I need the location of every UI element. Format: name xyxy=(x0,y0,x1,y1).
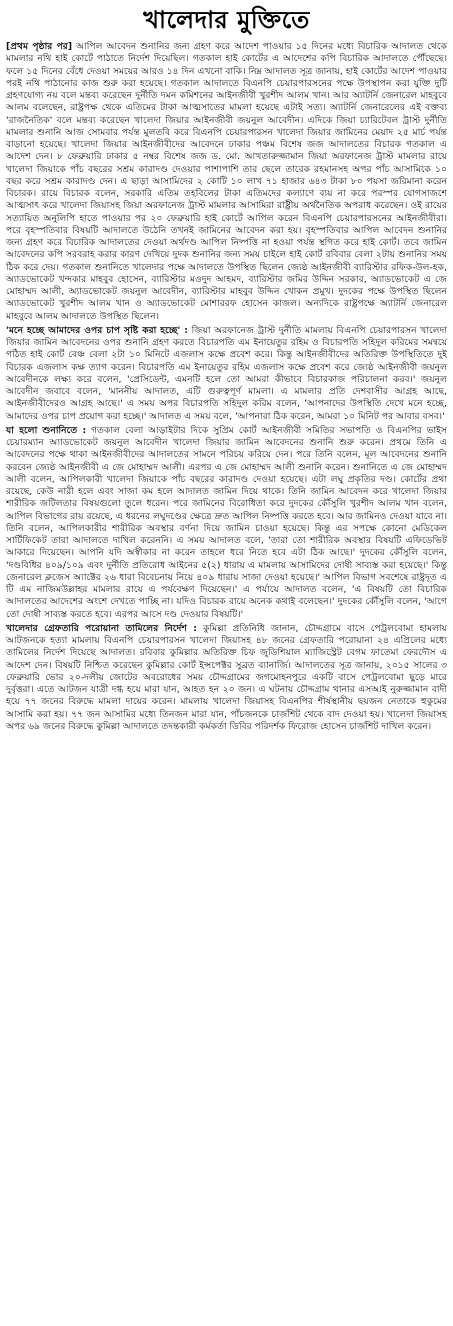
paragraph-body: জিয়া অরফানেজ ট্রাস্ট দুর্নীতি মামলায় বিএনপি চেয়ারপারসন খালেদা জিয়ার জামিন আবেদনের ওপর শুনানি গ্রহণ করতে বিচারপতি এম ইনায়েতুর রহিম ও বিচারপতি সহিদুল করিমের সমন্বয়ে গঠিত হাই কোর্ট বেঞ্চ বেলা ২টা ১০ মিনিটে এজলাস কক্ষে প্রবেশ করে। কিন্তু আইনজীবীদের অতিরিক্ত উপস্থিতিতে দুই বিচারক এজলাস কক্ষ ত্যাগ করেন। বিচারপতি এম ইনায়েতুর রহিম এজলাস কক্ষে প্রবেশ করে জ্যেষ্ঠ আইনজীবী জয়নুল আবেদীনকে লক্ষ্য করে বলেন, 'প্রেসিডেন্ট, এমনটি হলে তো আমরা কীভাবে বিচারকাজ পরিচালনা করব।' জয়নুল আবেদীন জবাবে বলেন, 'মাননীয় আদালত, এটি গুরুত্বপূর্ণ মামলা। এ মামলার প্রতি দেশবাসীর আগ্রহ আছে, আইনজীবীদেরও আগ্রহ আছে।' এ সময় অপর বিচারপতি সহিদুল করিম বলেন, 'আপনাদের উপস্থিতি দেখে মনে হচ্ছে, আমাদের ওপর চাপ প্রয়োগ করা হচ্ছে।' আদালত এ সময় বলে, 'আপনারা ঠিক করেন, আমরা ১০ মিনিট পর আবার বসব।' xyxy=(6,324,447,422)
article-paragraph xyxy=(6,623,447,733)
subheading-hearing: যা হলো শুনানিতে : xyxy=(6,424,87,436)
subheading-arrest-warrant: খালেদার গ্রেফতারি পরোয়ানা তামিলের নির্দেশ : xyxy=(6,622,197,634)
continued-from-front-page-marker: [প্রথম পৃষ্ঠার পর] xyxy=(6,41,73,52)
paragraph-body: কুমিল্লা প্রতিনিধি জানান, চৌদ্দগ্রামে বাসে পেট্রলবোমা হামলায় আটজনকে হত্যা মামলায় বিএনপি চেয়ারপারসন খালেদা জিয়াসহ ৪৮ জনের গ্রেফতারি পরোয়ানা ২৪ এপ্রিলের মধ্যে তামিলের নির্দেশ দিয়েছে আদালত। রবিবার কুমিল্লার অতিরিক্ত চিফ জুডিশিয়াল ম্যাজিস্ট্রেট বেগম ফাতেমা ফেরদৌস এ আদেশ দেন। বিষয়টি নিশ্চিত করেছেন কুমিল্লার কোর্ট ইন্সপেক্টর সুব্রত ব্যানার্জি। আদালতের সূত্র জানায়, ২০১৫ সালের ৩ ফেব্রুয়ারি ভোর ২০-দলীয় জোটের অবরোধের সময় চৌদ্দগ্রামের জগমোহনপুরে একটি বাসে পেট্রলবোমা ছুড়ে মারে দুর্বৃত্তরা। এতে আটজন যাত্রী দগ্ধ হয়ে মারা যান, আহত হন ২০ জন। এ ঘটনায় চৌদ্দগ্রাম থানার এসআই নুরুজ্জামান বাদী হয়ে ৭৭ জনের বিরুদ্ধে মামলা দায়ের করেন। মামলায় খালেদা জিয়াসহ বিএনপির শীর্ষস্থানীয় ছয়জন নেতাকে হুকুমের আসামি করা হয়। ৭৭ জন আসামির মধ্যে তিনজন মারা যান, পাঁচজনকে চার্জশিট থেকে বাদ দেওয়া হয়। খালেদা জিয়াসহ অপর ৬৯ জনের বিরুদ্ধে কুমিল্লা আদালতে তদন্তকারী কর্মকর্তা ডিবির পরিদর্শক ফিরোজ হোসেন চার্জশিট দাখিল করেন। xyxy=(6,622,447,732)
paragraph-body: গতকাল বেলা আড়াইটার দিকে সুপ্রিম কোর্ট আইনজীবী সমিতির সভাপতি ও বিএনপির ভাইস চেয়ারম্যান অ্যাডভোকেট জয়নুল আবেদীন খালেদা জিয়ার জামিন আবেদনের শুনানি শুরু করেন। প্রথমে তিনি এ আবেদনের পক্ষে থাকা আইনজীবীদের আদালতের সামনে পরিচয় করিয়ে দেন। পরে তিনি বলেন, মূল আবেদনের শুনানি করবেন জ্যেষ্ঠ আইনজীবী এ জে মোহাম্মদ আলী। এরপর এ জে মোহাম্মদ আলী শুনানি করেন। শুনানিতে এ জে মোহাম্মদ আলী বলেন, আপিলকারী খালেদা জিয়াকে পাঁচ বছরের কারাদণ্ড দেওয়া হয়েছে। এটা লঘু প্রকৃতির দণ্ড। কোর্টের প্রথা রয়েছে, কেউ নারী হলে এবং সাজা কম হলে আদালত জামিন দিয়ে থাকে। তিনি জামিন আবেদন করে খালেদা জিয়ার শারীরিক জটিলতার বিষয়গুলো তুলে ধরেন। পরে জামিনের বিরোধিতা করে দুদকের কৌঁসুলি খুরশীদ আলম খান বলেন, আপিল বিভাগের রায় রয়েছে, এ ধরনের লঘুদণ্ডের ক্ষেত্রে দ্রুত আপিল নিষ্পত্তি করতে হবে। আর জামিনও দেওয়া যাবে না। তিনি বলেন, আপিলকারীর শারীরিক অবস্থার বর্ণনা দিয়ে জামিন চাওয়া হয়েছে। কিন্তু এর সপক্ষে কোনো মেডিকেল সার্টিফিকেট তারা আদালতে দাখিল করেননি। এ সময় আদালত বলে, 'তারা তো শারীরিক অবস্থার বিষয়টি এফিডেভিট আকারে দিয়েছেন। আপনি যদি অস্বীকার না করেন তাহলে ধরে নিতে হবে এটা ঠিক আছে।' দুদকের কৌঁসুলি বলেন, 'দণ্ডবিধির ৪০৯/১০৯ এবং দুর্নীতি প্রতিরোধ আইনের ৫(২) ধারায় এ মামলায় আসামিদের দোষী সাব্যস্ত করা হয়েছে।' কিন্তু জেনারেল ক্লজেস অ্যাক্টের ২৬ ধারা বিবেচনায় নিয়ে ৪০৯ ধারায় সাজা দেওয়া হয়েছে।' আপিল বিভাগ সবশেষে রাষ্ট্রদূত এ টি এম নাজিমউল্লাহর মামলার রায়ে এ পর্যবেক্ষণ দিয়েছেন।' এ পর্যায়ে আদালত বলেন, 'এ বিষয়টি তো বিচারিক আদালতের আদেশের অংশে দেখতে পাচ্ছি না। যদিও বিচারক রায়ে অনেক কথাই বলেছেন।' দুদকের কৌঁসুলি বলেন, 'আগে তো দোষী সাব্যস্ত করতে হবে। এরপর আসে দণ্ড দেওয়ার বিষয়টি।' xyxy=(6,424,447,620)
paragraph-body: আপিল আবেদন শুনানির জন্য গ্রহণ করে আদেশ পাওয়ার ১৫ দিনের মধ্যে বিচারিক আদালত থেকে মামলার নথি হাই কোর্টে পাঠাতে নির্দেশ দিয়েছিল। গতকাল হাই কোর্টের এ আদেশের কপি বিচারিক আদালতে পৌঁছেছে। ফলে ১৫ দিনের বেঁধে দেওয়া সময়ের আরও ১৪ দিন এখনো বাকি। নিম্ন আদালত সূত্র জানায়, হাই কোর্টের আদেশ পাওয়ার পরই নথি পাঠানোর কাজ শুরু করা হয়েছে। গতকাল আদালতে বিএনপি চেয়ারপারসনের পক্ষে উপস্থাপন করা যুক্তি দুটি গ্রহণযোগ্য নয় বলে মন্তব্য করেছেন দুর্নীতি দমন কমিশনের আইনজীবী খুরশীদ আলম খান। আর অ্যাটর্নি জেনারেল মাহবুবে আলম বলেছেন, রাষ্ট্রপক্ষ থেকে এতিমের টাকা আত্মসাতের মামলা হয়েছে এটাই সত্য। অ্যাটর্নি জেনারেলের এই বক্তব্য 'রাজনৈতিক' বলে মন্তব্য করেছেন খালেদা জিয়ার আইনজীবী জয়নুল আবেদীন। এদিকে জিয়া চ্যারিটেবল ট্রাস্ট দুর্নীতি মামলার শুনানি আজ সোমবার পর্যন্ত মুলতবি করে বিএনপি চেয়ারপারসন খালেদা জিয়ার জামিনের মেয়াদ ২৫ মার্চ পর্যন্ত বাড়ানো হয়েছে। খালেদা জিয়ার আইনজীবীদের আবেদনে ঢাকার পঞ্চম বিশেষ জজ আদালতের বিচারক গতকাল এ আদেশ দেন। ৮ ফেব্রুয়ারি ঢাকার ৫ নম্বর বিশেষ জজ ড. মো. আখতারুজ্জামান জিয়া অরফানেজ ট্রাস্ট মামলার রায়ে খালেদা জিয়াকে পাঁচ বছরের সশ্রম কারাদণ্ড দেওয়ার পাশাপাশি তার ছেলে তারেক রহমানসহ অপর পাঁচ আসামিকে ১০ বছর করে সশ্রম কারাদণ্ড দেন। এ ছাড়া আসামিদের ২ কোটি ১০ লাখ ৭১ হাজার ৬৪৩ টাকা ৮০ পয়সা জরিমানা করেন বিচারক। রায়ে বিচারক বলেন, সরকারি এতিম তহবিলের টাকা এতিমদের কল্যাণে ব্যয় না করে পরস্পর যোগসাজশে আত্মসাৎ করে খালেদা জিয়াসহ জিয়া অরফানেজ ট্রাস্ট মামলার আসামিরা রাষ্ট্রীয় অর্থনৈতিক অপরাধ করেছেন। ওই রায়ের সত্যায়িত অনুলিপি হাতে পাওয়ার পর ২০ ফেব্রুয়ারি হাই কোর্টে আপিল করেন বিএনপি চেয়ারপারসনের আইনজীবীরা। পরে বৃহস্পতিবার বিষয়টি আদালতে উঠেনি তখনই জামিনের আবেদন করা হয়। বৃহস্পতিবার আপিল আবেদন শুনানির জন্য গ্রহণ করে বিচারিক আদালতের দেওয়া অর্থদণ্ড আপিল নিষ্পত্তি না হওয়া পর্যন্ত স্থগিত করে হাই কোর্ট। তবে জামিন আবেদনের কপি সরবরাহ করার কারণ দেখিয়ে দুদক শুনানির জন্য সময় চাইলে হাই কোর্ট রবিবার বেলা ২টায় শুনানির সময় ঠিক করে দেয়। গতকাল শুনানিতে খালেদার পক্ষে আদালতে উপস্থিত ছিলেন জ্যেষ্ঠ আইনজীবী ব্যারিস্টার রফিক-উল-হক, অ্যাডভোকেট খন্দকার মাহবুব হোসেন, ব্যারিস্টার মওদুদ আহমদ, ব্যারিস্টার জমির উদ্দিন সরকার, অ্যাডভোকেট এ জে মোহাম্মদ আলী, অ্যাডভোকেট জয়নুল আবেদীন, ব্যারিস্টার মাহবুব উদ্দিন খোকন প্রমুখ। দুদকের পক্ষে উপস্থিত ছিলেন অ্যাডভোকেট খুরশীদ আলম খান ও অ্যাডভোকেট মোশাররফ হোসেন কাজল। অন্যদিকে রাষ্ট্রপক্ষে অ্যাটর্নি জেনারেল মাহবুবে আলম আদালতে উপস্থিত ছিলেন। xyxy=(6,41,447,322)
headline: খালেদার মুক্তিতে xyxy=(143,5,310,34)
article-paragraph xyxy=(6,425,447,621)
article-paragraph xyxy=(6,41,447,323)
subheading-pressure: 'মনে হচ্ছে আমাদের ওপর চাপ সৃষ্টি করা হচ্ছে' : xyxy=(6,324,188,336)
article-paragraph xyxy=(6,325,447,423)
